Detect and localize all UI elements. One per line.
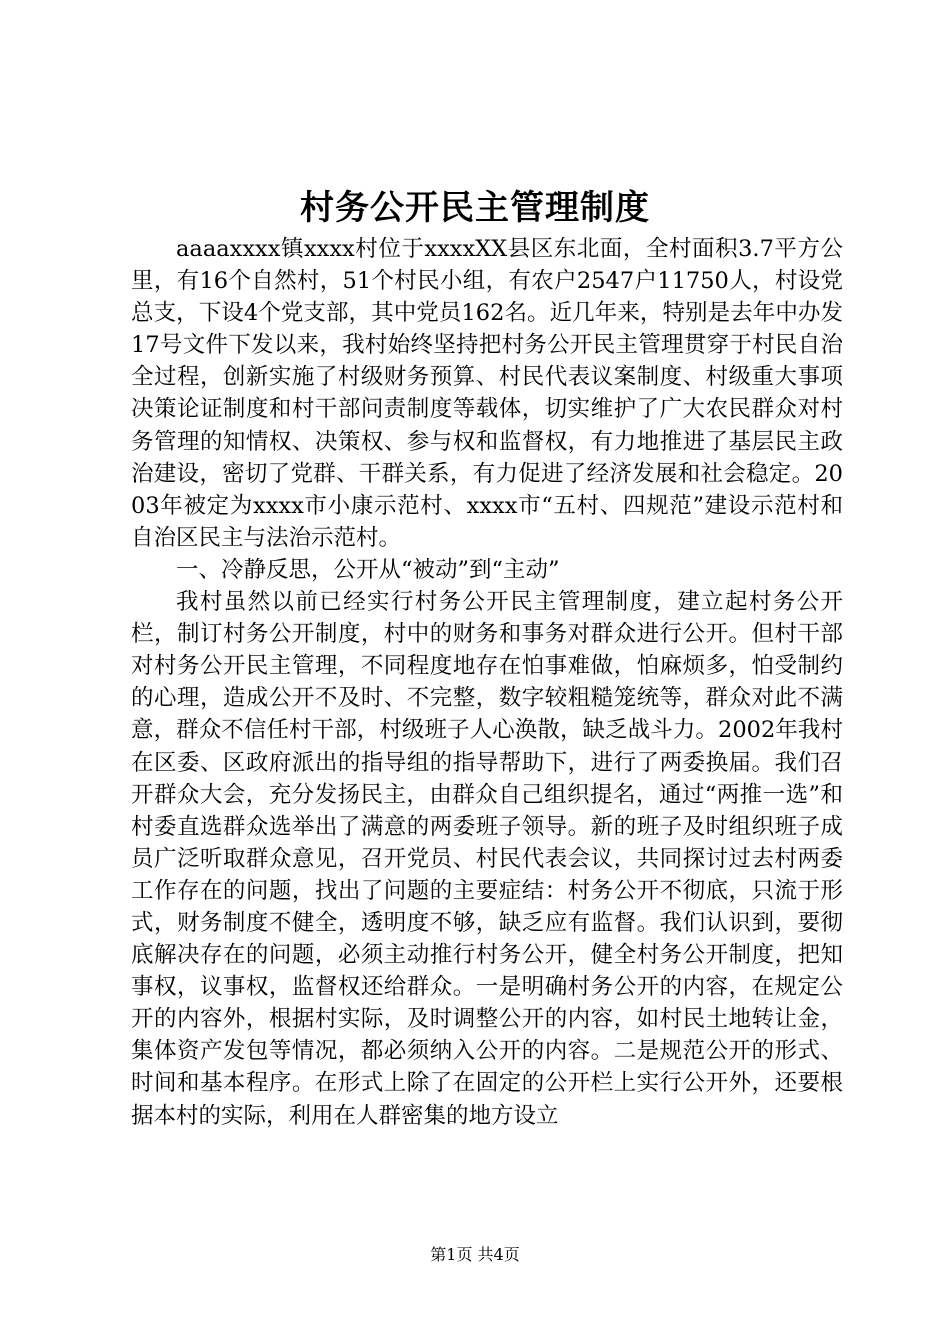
document-title: 村务公开民主管理制度 [300,188,650,228]
section-heading: 一、冷静反思，公开从“被动”到“主动” [176,556,560,583]
intro-paragraph: aaaaxxxx镇xxxx村位于xxxxXX县区东北面，全村面积3.7平方公里，有16个自然村，51个村民小组，有农户2547户11750人，村设党总支，下设4个党支部，其中党员162名。近几年来，特别是去年中办发17号文件下发以来，我村始终坚持把村务公开民主管理贯穿于村民自治全过程，创新实施了村级财务预算、村民代表议案制度、村级重大事项决策论证制度和村干部问责制度等载体，切实维护了广大农民群众对村务管理的知情权、决策权、参与权和监督权，有力地推进了基层民主政治建设，密切了党群、干群关系，有力促进了经济发展和社会稳定。2003年被定为xxxx市小康示范村、xxxx市“五村、四规范”建设示范村和自治区民主与法治示范村。 [131,236,843,551]
document-body [131,233,843,1132]
body-paragraph: 我村虽然以前已经实行村务公开民主管理制度，建立起村务公开栏，制订村务公开制度，村中的财务和事务对群众进行公开。但村干部对村务公开民主管理，不同程度地存在怕事难做，怕麻烦多，怕受制约的心理，造成公开不及时、不完整，数字较粗糙笼统等，群众对此不满意，群众不信任村干部，村级班子人心涣散，缺乏战斗力。2002年我村在区委、区政府派出的指导组的指导帮助下，进行了两委换届。我们召开群众大会，充分发扬民主，由群众自己组织提名，通过“两推一选”和村委直选群众选举出了满意的两委班子领导。新的班子及时组织班子成员广泛听取群众意见，召开党员、村民代表会议，共同探讨过去村两委工作存在的问题，找出了问题的主要症结：村务公开不彻底，只流于形式，财务制度不健全，透明度不够，缺乏应有监督。我们认识到，要彻底解决存在的问题，必须主动推行村务公开，健全村务公开制度，把知事权，议事权，监督权还给群众。一是明确村务公开的内容，在规定公开的内容外，根据村实际，及时调整公开的内容，如村民土地转让金，集体资产发包等情况，都必须纳入公开的内容。二是规范公开的形式、时间和基本程序。在形式上除了在固定的公开栏上实行公开外，还要根据本村的实际，利用在人群密集的地方设立 [131,589,843,1129]
page-footer: 第1页 共4页 [430,1245,520,1264]
